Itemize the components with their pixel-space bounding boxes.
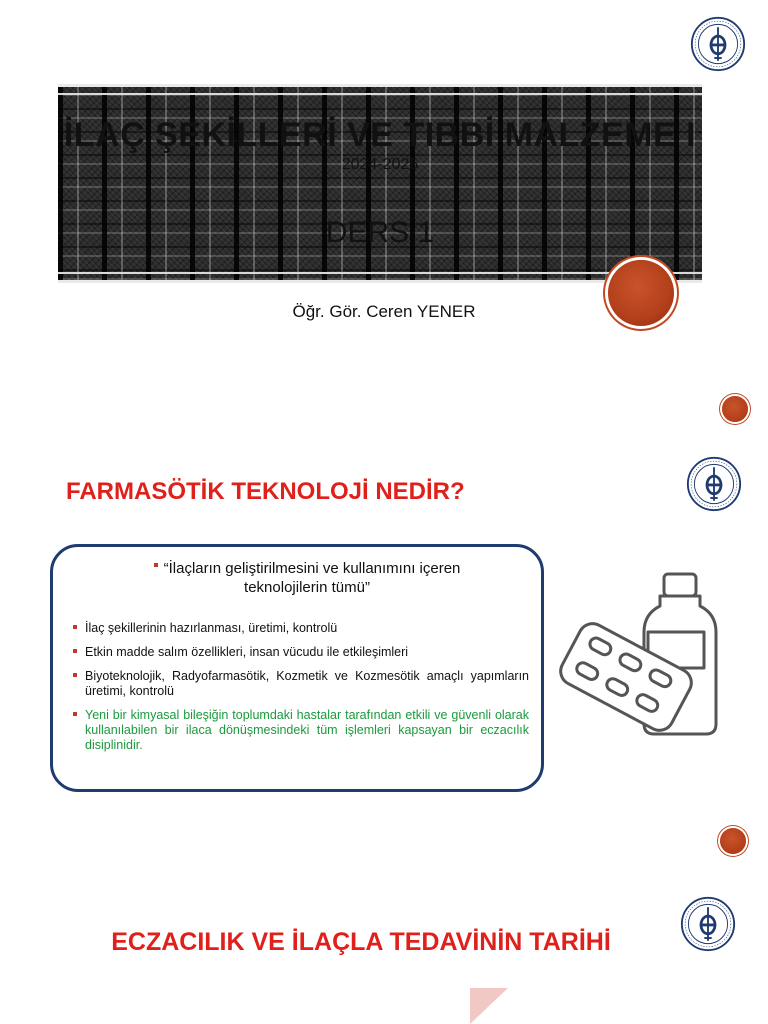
- bullet-square-icon: [73, 649, 77, 653]
- bullet-square-icon: [73, 673, 77, 677]
- list-item: İlaç şekillerinin hazırlanması, üretimi, kontrolü: [73, 621, 529, 636]
- lesson-number: DERS 1: [325, 216, 435, 249]
- history-slide: [0, 830, 768, 1024]
- decorative-triangle: [470, 988, 508, 1024]
- definition-quote: “İlaçların geliştirilmesini ve kullanımını içeren teknolojilerin tümü”: [117, 559, 497, 597]
- bullet-square-icon: [73, 712, 77, 716]
- course-title: İLAÇ ŞEKİLLERİ VE TIBBİ MALZEME I: [63, 116, 697, 154]
- definition-slide: [0, 386, 768, 822]
- title-slide: [0, 0, 768, 372]
- list-item: Yeni bir kimyasal bileşiğin toplumdaki hastalar tarafından etkili ve güvenli olarak kullanılabilen bir ilaca dönüşmesindeki tüm işlemleri kapsayan bir eczacılık disiplinidir.: [73, 708, 529, 753]
- bullet-square-icon: [154, 563, 158, 567]
- bullet-list: [73, 621, 529, 762]
- bullet-square-icon: [73, 625, 77, 629]
- presenter-name: Öğr. Gör. Ceren YENER: [292, 302, 476, 321]
- university-seal-icon: [686, 456, 742, 512]
- definition-box: [50, 544, 544, 792]
- list-item: Biyoteknolojik, Radyofarmasötik, Kozmetik ve Kozmesötik amaçlı yapımların üretimi, kontrolü: [73, 669, 529, 699]
- title-banner: [58, 84, 702, 283]
- university-seal-icon: [690, 16, 746, 72]
- slide-title: ECZACILIK VE İLAÇLA TEDAVİNİN TARİHİ: [111, 928, 611, 956]
- list-item: Etkin madde salım özellikleri, insan vücudu ile etkileşimleri: [73, 645, 529, 660]
- academic-year: 2024-2025: [341, 156, 419, 173]
- slide-title: FARMASÖTİK TEKNOLOJİ NEDİR?: [66, 478, 465, 505]
- medicine-bottle-and-pills-icon: [556, 572, 726, 742]
